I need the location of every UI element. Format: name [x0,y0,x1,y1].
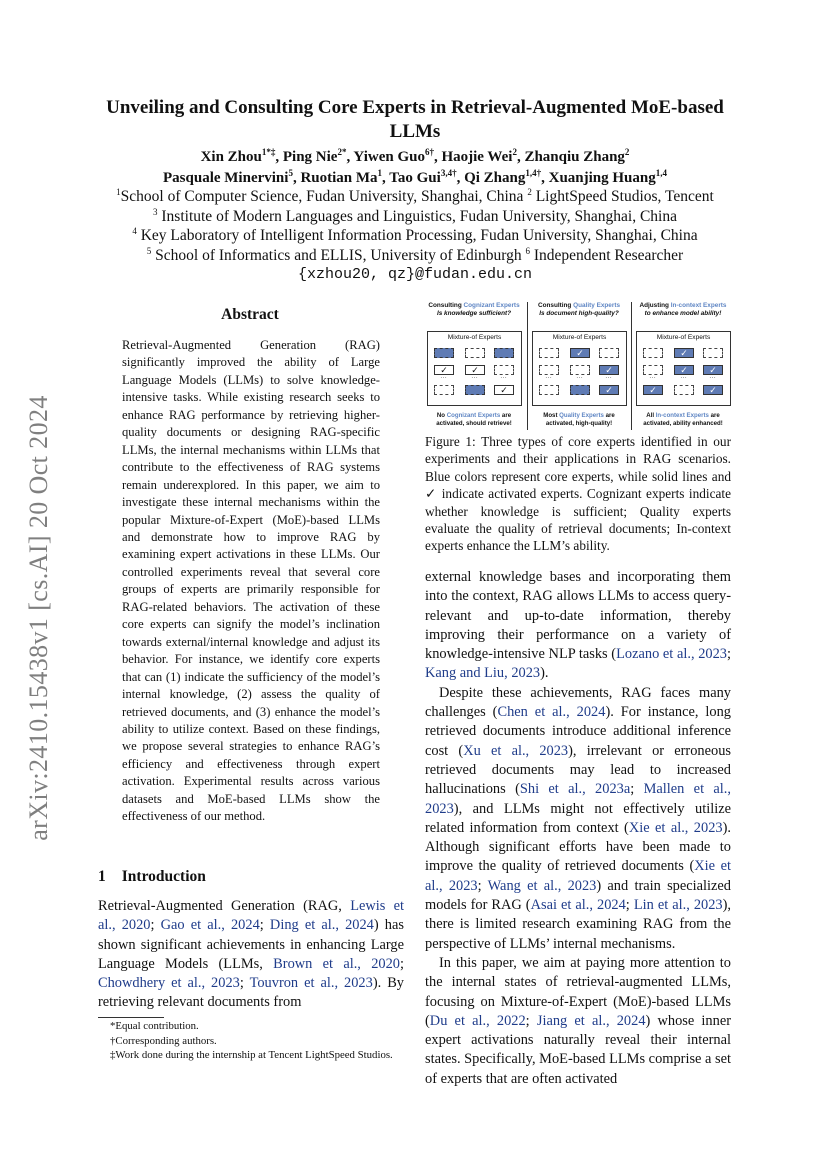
figure-caption: Figure 1: Three types of core experts identified in our experiments and their applications in RAG scenarios. Blue colors represent core experts, while solid lines and ✓ indicate activated experts. Cognizant experts indicate whether knowledge is sufficient; Quality experts evaluate the quality of retrieval documents; In-context experts enhance the LLM’s ability. [425,434,731,554]
citation-link[interactable]: Shi et al., 2023a [519,781,631,798]
footnote-internship: ‡Work done during the internship at Tencent LightSpeed Studios. [110,1049,393,1061]
affiliations: $^1$School of Computer Science, Fudan University, Shanghai, China $^2$ LightSpeed Studios, Tencent $^3$ Institute of Modern Languages and Linguistics, Fudan University, Shanghai, China $^4$ Key Laboratory of Intelligent Information Processing, Fudan University, Shanghai, China $^5$ School of Informatics and ELLIS, University of Edinburgh $^6$ Independent Researcher {xzhou20, qz}@fudan.edu.cn [70,187,760,285]
citation-link[interactable]: Lozano et al., 2023 [616,646,727,663]
citation-link[interactable]: Asai et al., 2024 [530,897,626,914]
paper-title: Unveiling and Consulting Core Experts in Retrieval-Augmented MoE-based LLMs [106,97,724,142]
arxiv-stamp: arXiv:2410.15438v1 [cs.AI] 20 Oct 2024 [24,395,53,841]
intro-paragraph: Retrieval-Augmented Generation (RAG, Lewis et al., 2020; Gao et al., 2024; Ding et al., 2024) has shown significant achievements in enhancing Large Language Models (LLMs, Brown et al., 2020; Chowdhery et al., 2023; Touvron et al., 2023). By retrieving relevant documents from [98,898,405,1011]
footnote-equal: *Equal contribution. [110,1020,199,1032]
paragraph: In this paper, we aim at paying more attention to the internal states of retrieval-augmented LLMs, focusing on Mixture-of-Expert (MoE)-based LLMs (Du et al., 2022; Jiang et al., 2024) whose inner expert activations naturally reveal their internal states. Specifically, MoE-based LLMs comprise a set of experts that are often activated [425,954,731,1087]
check-icon: ✓ [703,385,723,395]
abstract-heading: Abstract [221,306,279,323]
citation-link[interactable]: Lin et al., 2023 [633,897,723,914]
citation-link[interactable]: Brown et al., 2020 [273,955,400,972]
check-icon: ✓ [494,385,514,395]
citation-link[interactable]: Xu et al., 2023 [463,742,569,759]
check-icon: ✓ [434,365,454,375]
citation-link[interactable]: Kang and Liu, 2023 [425,665,541,682]
figure-1 [425,302,729,432]
footnotes [98,1019,404,1063]
check-icon: ✓ [674,348,694,358]
right-column-text [425,568,731,1089]
citation-link[interactable]: Chowdhery et al., 2023 [98,975,240,992]
check-icon: ✓ [599,385,619,395]
figure-panel-cognizant: Consulting Cognizant Experts Is knowledge sufficient? Mixture-of Experts ✓ ✓ … … … ✓ No Cognizant Experts are activated, should retrieve! [425,302,523,432]
check-icon: ✓ [465,365,485,375]
figure-panel-incontext: Adjusting In-context Experts to enhance model ability! Mixture-of Experts ✓ ✓ ✓ … … … ✓ ✓ All In-context Experts are activated, ability enhanced! [634,302,732,432]
moe-box: Mixture-of Experts ✓ ✓ ✓ … … … ✓ ✓ [636,331,731,406]
check-icon: ✓ [570,348,590,358]
citation-link[interactable]: Lewis et al., 2020 [98,898,405,934]
citation-link[interactable]: Touvron et al., 2023 [249,975,373,992]
check-icon: ✓ [674,365,694,375]
citation-link[interactable]: Xie et al., 2023 [425,858,731,894]
citation-link[interactable]: Gao et al., 2024 [160,917,260,934]
figure-panel-quality: Consulting Quality Experts Is document high-quality? Mixture-of Experts ✓ ✓ … … … ✓ Most Quality Experts are activated, high-quality! [530,302,628,432]
citation-link[interactable]: Du et al., 2022 [429,1012,526,1029]
paragraph: external knowledge bases and incorporating them into the context, RAG allows LLMs to access query-relevant and up-to-date information, thereby improving their performance on a variety of knowledge-intensive NLP tasks (Lozano et al., 2023; Kang and Liu, 2023). [425,569,731,682]
footnote-rule [98,1017,164,1018]
citation-link[interactable]: Xie et al., 2023 [628,819,723,836]
check-icon: ✓ [703,365,723,375]
footnote-corresponding: †Corresponding authors. [110,1034,217,1047]
citation-link[interactable]: Ding et al., 2024 [269,917,374,934]
moe-box: Mixture-of Experts ✓ ✓ … … … ✓ [532,331,627,406]
check-icon: ✓ [643,385,663,395]
author-line-2: Pasquale Minervini$^5$, Ruotian Ma$^1$, Tao Gui$^{3,4\dagger}$, Qi Zhang$^{1,4\dagger}$, Xuanjing Huang$^{1,4}$ [163,168,667,186]
check-icon: ✓ [599,365,619,375]
contact-email: {xzhou20, qz}@fudan.edu.cn [297,266,533,283]
author-line-1: Xin Zhou$^{1*\ddagger}$, Ping Nie$^{2*}$, Yiwen Guo$^{6\dagger}$, Haojie Wei$^2$, Zhanqiu Zhang$^2$ [200,147,630,165]
paragraph: Despite these achievements, RAG faces many challenges (Chen et al., 2024). For instance, long retrieved documents introduce additional inference cost (Xu et al., 2023), irrelevant or erroneous retrieved documents may lead to increased hallucinations (Shi et al., 2023a; Mallen et al., 2023), and LLMs might not effectively utilize related information from context (Xie et al., 2023). Although significant efforts have been made to improve the quality of retrieved documents (Xie et al., 2023; Wang et al., 2023) and train specialized models for RAG (Asai et al., 2024; Lin et al., 2023), there is limited research examining RAG from the perspective of LLMs’ internal mechanisms. [425,684,732,952]
citation-link[interactable]: Mallen et al., 2023 [425,781,731,817]
moe-box: Mixture-of Experts ✓ ✓ … … … ✓ [427,331,522,406]
citation-link[interactable]: Jiang et al., 2024 [536,1012,646,1029]
section-heading: 1 Introduction [98,868,206,885]
citation-link[interactable]: Wang et al., 2023 [487,877,597,894]
author-list [80,147,750,189]
citation-link[interactable]: Chen et al., 2024 [497,704,606,721]
abstract-text: Retrieval-Augmented Generation (RAG) significantly improved the ability of Large Language Models (LLMs) to solve knowledge-intensive tasks. While existing research seeks to enhance RAG performance by retrieving higher-quality documents or designing RAG-specific LLMs, the internal mechanisms within LLMs that contribute to the effectiveness of RAG systems remain underexplored. In this paper, we aim to investigate these internal mechanisms within the popular Mixture-of-Expert (MoE)-based LLMs and demonstrate how to improve RAG by examining expert activations in these LLMs. Our controlled experiments reveal that several core groups of experts are primarily responsible for RAG-related behaviors. The activation of these core experts can signify the model’s inclination towards external/internal knowledge and adjust its behavior. For instance, we identify core experts that can (1) indicate the sufficiency of the model’s internal knowledge, (2) assess the quality of retrieved documents, and (3) enhance the model’s ability to utilize context. Based on these findings, we propose several strategies to enhance RAG’s efficiency and effectiveness through expert activation. Experimental results across various datasets and MoE-based LLMs show the effectiveness of our method. [122,338,380,824]
